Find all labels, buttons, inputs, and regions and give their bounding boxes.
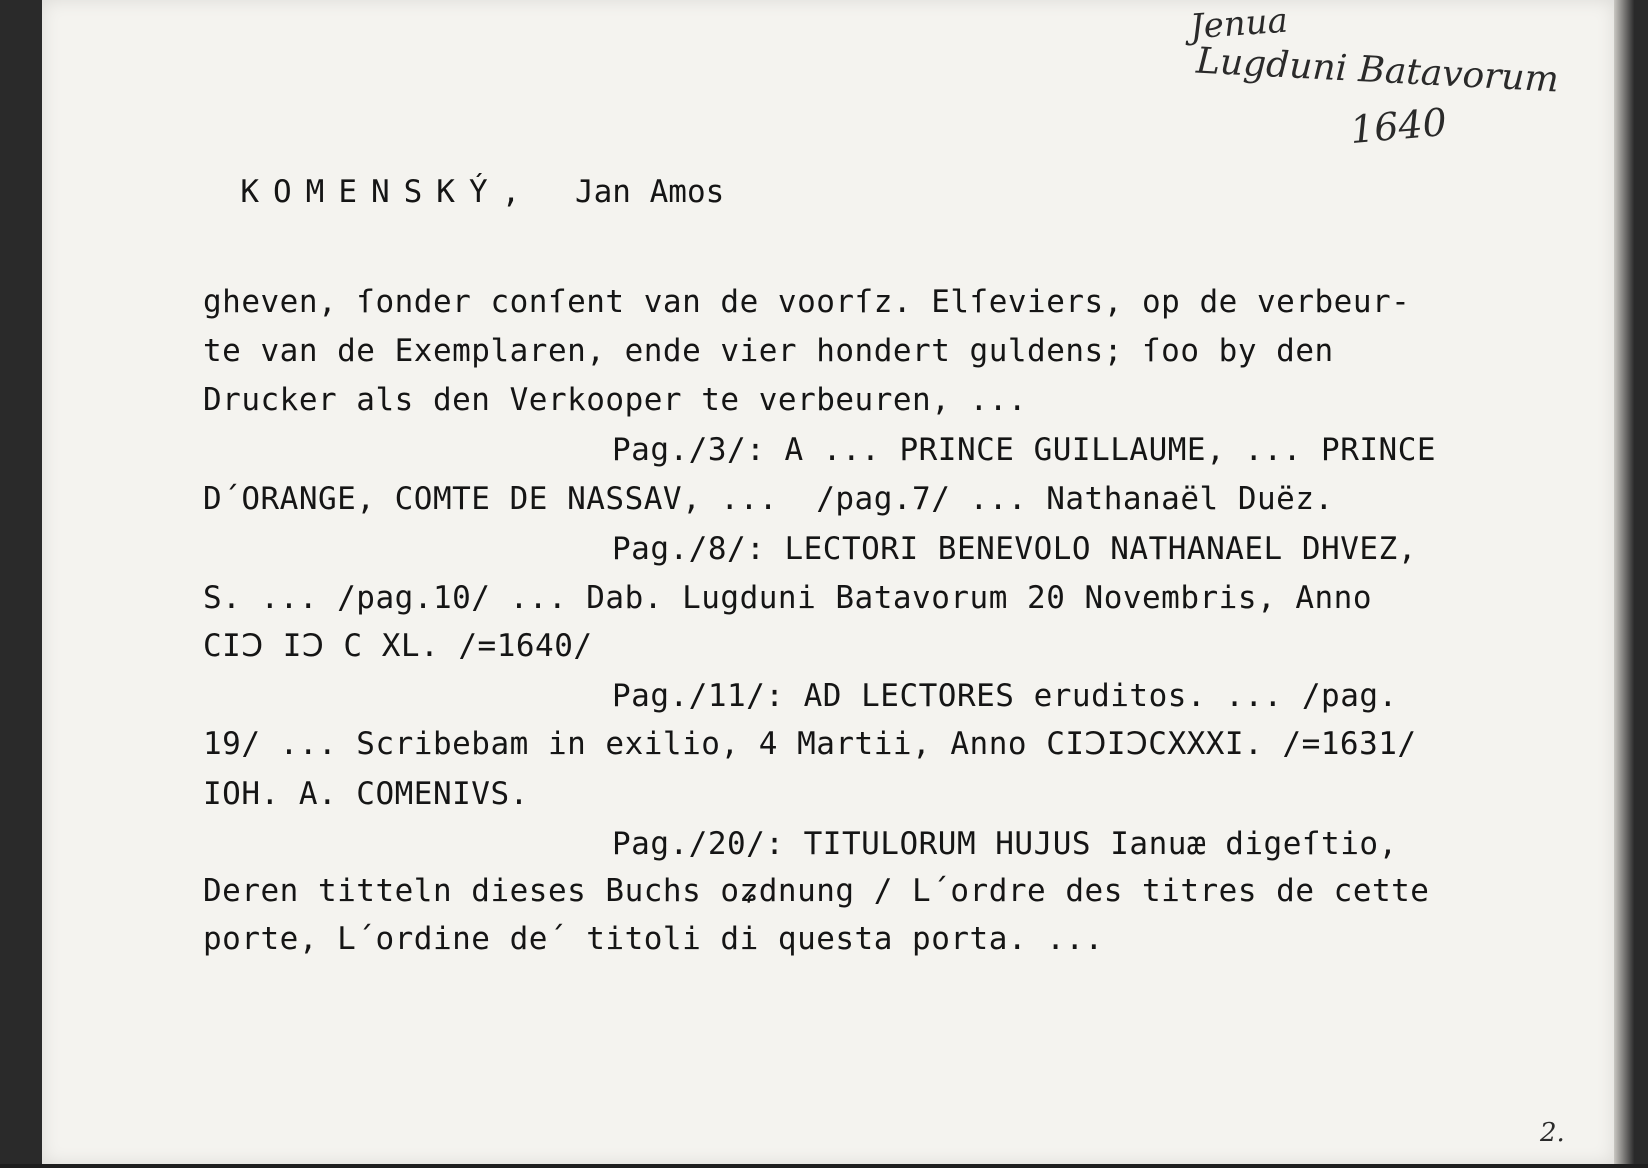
card-heading (203, 138, 724, 210)
body-line-2: te van de Exemplaren, ende vier hondert guldens; ſoo by den (203, 333, 1334, 369)
body-line-8: CIↃ IↃ C XL. /=1640/ (203, 628, 593, 664)
body-line-3: Drucker als den Verkooper te verbeuren, ... (203, 382, 1028, 418)
body-line-10: 19/ ... Scribebam in exilio, 4 Martii, Anno CIↃIↃCXXXI. /=1631/ (203, 726, 1417, 762)
body-line-14: porte, L´ordine de´ titoli di questa porta. ... (203, 921, 1104, 957)
handwritten-title-note: Jenua (1188, 0, 1290, 48)
card-bottom-edge (0, 1164, 1648, 1168)
handwritten-year-note: 1640 (1348, 99, 1449, 153)
body-line-6: Pag./8/: LECTORI BENEVOLO NATHANAEL DHVEZ, (612, 531, 1417, 567)
body-line-9: Pag./11/: AD LECTORES eruditos. ... /pag. (612, 678, 1398, 714)
body-line-12: Pag./20/: TITULORUM HUJUS Ianuæ digeſtio, (612, 826, 1398, 862)
body-line-7: S. ... /pag.10/ ... Dab. Lugduni Batavorum 20 Novembris, Anno (203, 580, 1372, 616)
body-line-11: IOH. A. COMENIVS. (203, 776, 529, 812)
handwritten-card-number: 2. (1540, 1118, 1565, 1148)
body-line-13: Deren titteln dieses Buchs oʑdnung / L´ordre des titres de cette (203, 873, 1430, 909)
heading-surname: KOMENSKÝ (240, 174, 502, 210)
handwritten-place-note: Lugduni Batavorum (1195, 40, 1560, 101)
body-line-1: gheven, ſonder conſent van de voorſz. Elſeviers, op de verbeur- (203, 284, 1411, 320)
heading-separator: , (501, 174, 539, 210)
body-line-5: D´ORANGE, COMTE DE NASSAV, ... /pag.7/ ... Nathanaël Duëz. (203, 481, 1334, 517)
heading-given-name: Jan Amos (574, 174, 725, 210)
card-shadow-edge (1614, 0, 1648, 1168)
body-line-4: Pag./3/: A ... PRINCE GUILLAUME, ... PRINCE (612, 432, 1437, 468)
